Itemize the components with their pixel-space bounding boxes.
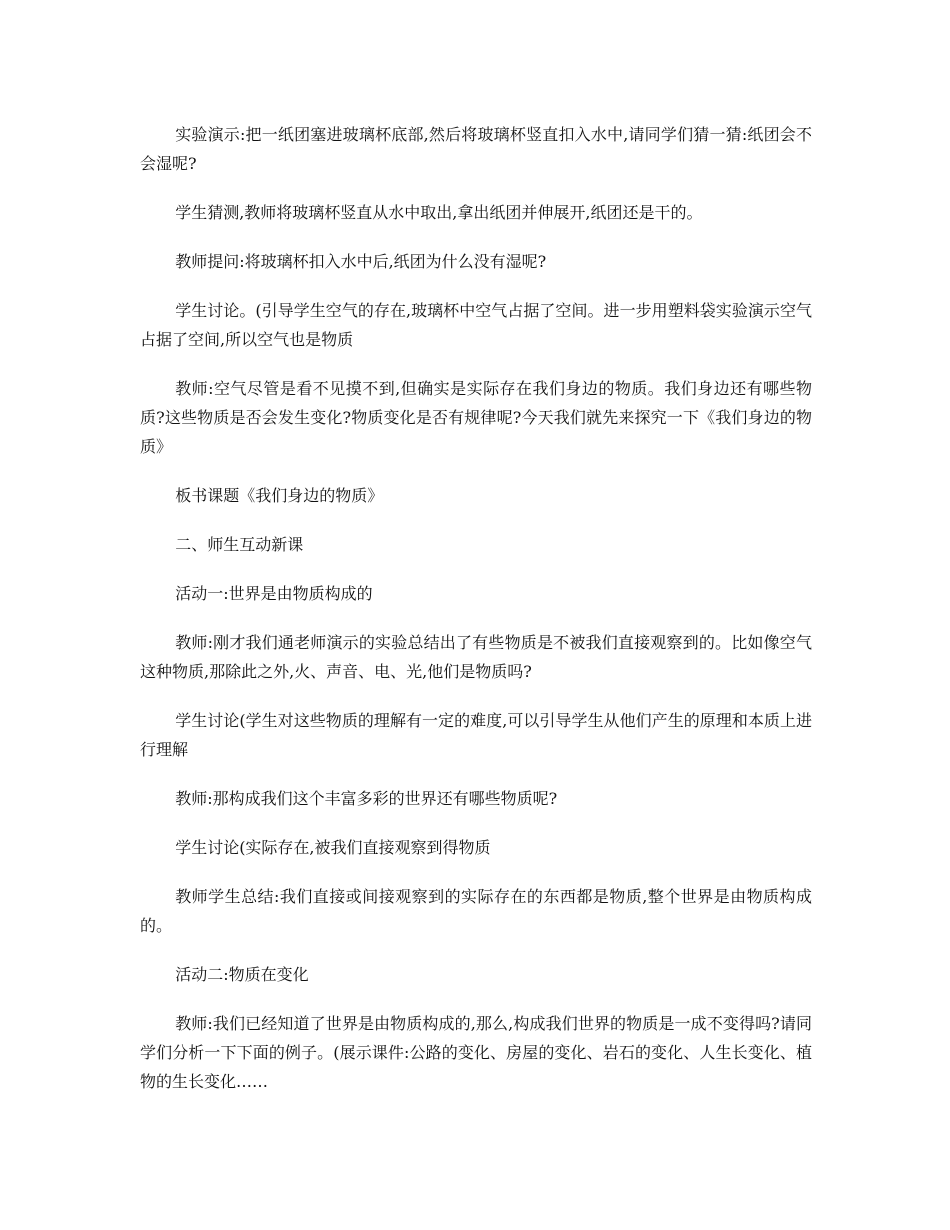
section-heading-new-lesson: 二、师生互动新课 — [175, 535, 304, 554]
paragraph-student-guess: 学生猜测,教师将玻璃杯竖直从水中取出,拿出纸团并伸展开,纸团还是干的。 — [175, 203, 703, 222]
paragraph-summary-world-matter: 教师学生总结:我们直接或间接观察到的实际存在的东西都是物质,整个世界是由物质构成的。 — [140, 887, 812, 935]
paragraph-teacher-fire-sound: 教师:刚才我们通老师演示的实验总结出了有些物质是不被我们直接观察到的。比如像空气这种物质,那除此之外,火、声音、电、光,他们是物质吗? — [140, 633, 812, 681]
activity-two-heading: 活动二:物质在变化 — [175, 965, 309, 984]
activity-one-heading: 活动一:世界是由物质构成的 — [175, 584, 373, 603]
paragraph-teacher-matter-changes: 教师:我们已经知道了世界是由物质构成的,那么,构成我们世界的物质是一成不变得吗?请同学们分析一下下面的例子。(展示课件:公路的变化、房屋的变化、岩石的变化、人生长变化、植物的生长变化…… — [140, 1014, 812, 1091]
paragraph-teacher-air-is-matter: 教师:空气尽管是看不见摸不到,但确实是实际存在我们身边的物质。我们身边还有哪些物质?这些物质是否会发生变化?物质变化是否有规律呢?今天我们就先来探究一下《我们身边的物质》 — [140, 379, 812, 456]
paragraph-teacher-other-matter: 教师:那构成我们这个丰富多彩的世界还有哪些物质呢? — [175, 789, 558, 808]
paragraph-student-discussion-understanding: 学生讨论(学生对这些物质的理解有一定的难度,可以引导学生从他们产生的原理和本质上进行理解 — [140, 711, 812, 759]
paragraph-student-discussion-observed: 学生讨论(实际存在,被我们直接观察到得物质 — [175, 838, 491, 857]
paragraph-student-discussion-air: 学生讨论。(引导学生空气的存在,玻璃杯中空气占据了空间。进一步用塑料袋实验演示空气占据了空间,所以空气也是物质 — [140, 301, 812, 349]
paragraph-experiment-demo: 实验演示:把一纸团塞进玻璃杯底部,然后将玻璃杯竖直扣入水中,请同学们猜一猜:纸团会不会湿呢? — [140, 125, 812, 173]
document-body — [140, 120, 812, 1116]
paragraph-teacher-question: 教师提问:将玻璃杯扣入水中后,纸团为什么没有湿呢? — [175, 252, 547, 271]
paragraph-blackboard-title: 板书课题《我们身边的物质》 — [175, 486, 384, 505]
